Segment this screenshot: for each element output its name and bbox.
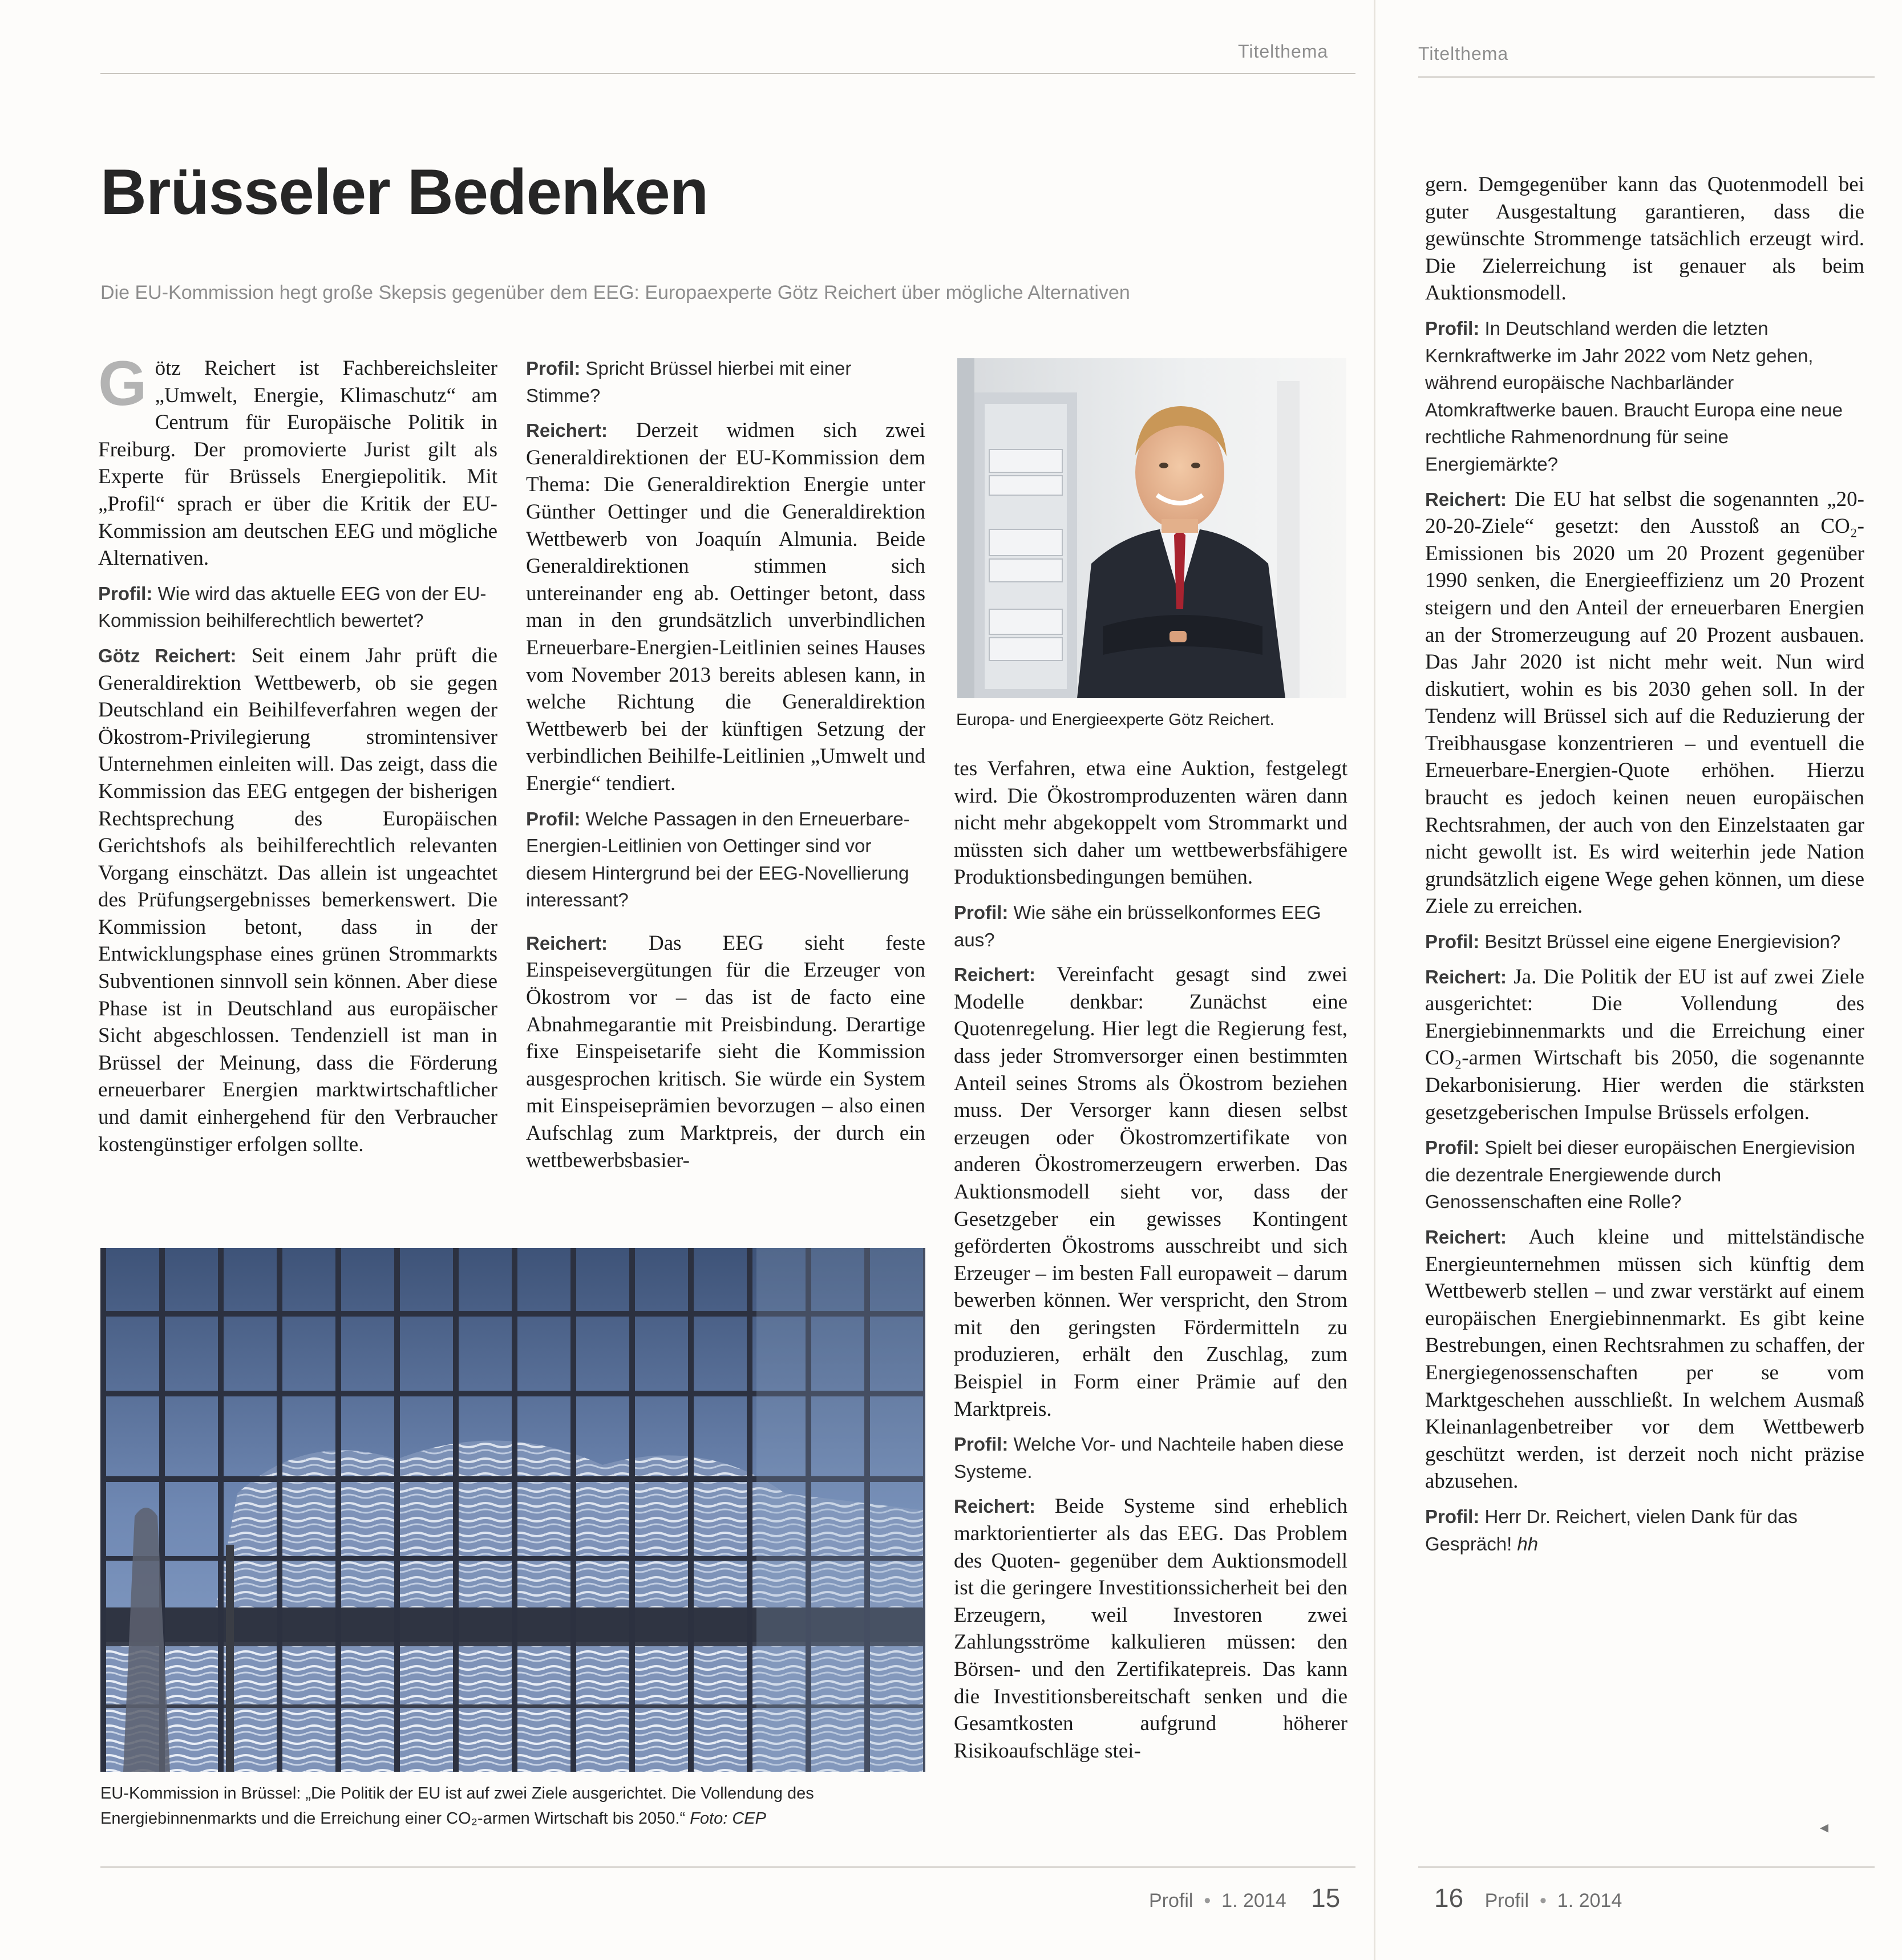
author-signature: hh (1517, 1533, 1539, 1554)
running-head-right: Titelthema (1418, 43, 1509, 64)
a1-text: Seit einem Jahr prüft die Generaldirektion Wettbewerb, ob sie gegen Deutschland ein Beihilfeverfahren wegen der Ökostrom-Privilegierung stromintensiver Unternehmen einleiten will. Das zeigt, dass die Kommission das EEG entgegen der bisherigen Rechtsprechung des Europäischen Gerichtshofs als beihilferechtlich relevanten Vorgang einschätzt. Das allein ist ungeachtet des Prüfungsergebnisses bemerkenswert. Die Kommission betont, dass in der Entwicklungsphase eines grünen Strommarkts Subventionen sinnvoll sein können. Aber diese Phase ist in Deutschland aus europäischer Sicht abgeschlossen. Tendenziell ist man in Brüssel der Meinung, dass die Förderung erneuerbarer Energien marktwirtschaftlicher und damit einhergehend für den Verbraucher kostengünstiger erfolgen sollte. (98, 643, 497, 1156)
building-caption (100, 1781, 928, 1831)
portrait-caption: Europa- und Energieexperte Götz Reichert. (956, 711, 1274, 729)
building-caption-text: EU-Kommission in Brüssel: „Die Politik der EU ist auf zwei Ziele ausgerichtet. Die Vollendung des Energiebinnenmarkts und die Erreichung einer CO₂-armen Wirtschaft bis 2050.“ (100, 1784, 814, 1828)
answer-1 (98, 642, 497, 1158)
folio-magazine-right: Profil (1484, 1890, 1529, 1912)
top-rule (100, 73, 1355, 74)
a6-text: Die EU hat selbst die sogenannten „20-20-20-Ziele“ gesetzt: den Ausstoß an CO₂-Emissionen bis 2020 um 20 Prozent gegenüber 1990 senken, die Energieeffizienz um 20 Prozent steigern und den Anteil der erneuerbaren Energien an der Stromerzeugung auf 20 Prozent ausbauen. Das Jahr 2020 ist nicht mehr weit. Nun wird diskutiert, wohin es bis 2030 gehen soll. In der Tendenz will Brüssel sich auf die Reduzierung der Treibhausgase konzentrieren – und eventuell die Erneuerbare-Energien-Quote erhöhen. Hierzu braucht es jedoch keinen neuen europäischen Rechtsrahmen, der auch von den Einzelstaaten gar nicht gewollt ist. Es wird weiterhin jede Nation grundsätzlich eigene Wege gehen können, um diese Ziele zu erreichen. (1425, 487, 1864, 918)
folio-dot-right: • (1534, 1890, 1552, 1912)
question-3 (526, 805, 925, 914)
a4-text: Vereinfacht gesagt sind zwei Modelle denkbar: Zunächst eine Quotenregelung. Hier legt die Regierung fest, dass jeder Stromversorger einen bestimmten Anteil seines Stroms als Ökostrom beziehen muss. Der Versorger kann diesen selbst erzeugen oder Ökostromzertifikate von anderen Ökostromerzeugern erwerben. Das Auktionsmodell sieht vor, dass der Gesetzgeber ein gewisses Kontingent geförderten Ökostroms ausschreibt und sich Erzeuger – im besten Fall europaweit – darum bewerben können. Wer verspricht, den Strom mit den geringsten Fördermitteln zu produzieren, erhält den Zuschlag, zum Beispiel in Form einer Prämie auf den Marktpreis. (954, 963, 1347, 1421)
portrait-image (957, 358, 1346, 698)
column-1 (98, 349, 497, 1166)
top-rule-right (1418, 76, 1875, 78)
q3-text: Welche Passagen in den Erneuerbare-Energien-Leitlinien von Oettinger sind vor diesem Hintergrund bei der EEG-Novellierung interessant? (526, 808, 910, 911)
folio-magazine: Profil (1149, 1890, 1193, 1912)
q7-text: Besitzt Brüssel eine eigene Energievision? (1479, 931, 1841, 953)
a2-label: Reichert: (526, 420, 608, 442)
intro-paragraph (98, 349, 497, 572)
portrait-photo (957, 358, 1346, 698)
folio-issue-right: 1. 2014 (1557, 1890, 1622, 1912)
intro-text: ötz Reichert ist Fachbereichsleiter „Umwelt, Energie, Klimaschutz“ am Centrum für Europäische Politik in Freiburg. Der promovierte Jurist gilt als Experte für Brüssels Energiepolitik. Mit „Profil“ sprach er über die Kritik der EU-Kommission am deutschen EEG und mögliche Alternativen. (98, 357, 497, 570)
a2-text: Derzeit widmen sich zwei Generaldirektionen der EU-Kommission dem Thema: Die Generaldirektion Energie unter Günther Oettinger und die Generaldirektion Wettbewerb von Joaquín Almunia. Beide Generaldirektionen stimmen sich untereinander eng ab. Oettinger betont, dass man in den grundsätzlich unverbindlichen Erneuerbare-Energien-Leitlinien seines Hauses vom November 2013 bereits ablesen kann, in welche Richtung die Generaldirektion Wettbewerb bei der künftigen Setzung der verbindlichen Beihilfe-Leitlinien „Umwelt und Energie“ tendiert. (526, 419, 925, 795)
answer-2 (526, 417, 925, 797)
folio-dot: • (1198, 1890, 1216, 1912)
a4-label: Reichert: (954, 964, 1036, 986)
q6-text: In Deutschland werden die letzten Kernkraftwerke im Jahr 2022 vom Netz gehen, während europäische Nachbarländer Atomkraftwerke bauen. Braucht Europa eine neue rechtliche Rahmenordnung für seine Energiemärkte? (1425, 317, 1843, 475)
page-16 (1375, 0, 1902, 1960)
q5-text: Welche Vor- und Nachteile haben diese Systeme. (954, 1433, 1344, 1482)
q9-label: Profil: (1425, 1505, 1480, 1527)
question-5 (954, 1431, 1347, 1485)
q2-text: Spricht Brüssel hierbei mit einer Stimme? (526, 358, 852, 406)
answer-7 (1425, 963, 1864, 1127)
photo-credit: Foto: CEP (690, 1809, 766, 1828)
question-2 (526, 355, 925, 409)
headline: Brüsseler Bedenken (100, 156, 709, 228)
q7-label: Profil: (1425, 931, 1480, 953)
q9-text: Herr Dr. Reichert, vielen Dank für das Gespräch! (1425, 1505, 1798, 1554)
answer-5-continued: gern. Demgegenüber kann das Quotenmodell bei guter Ausgestaltung garantieren, dass die gewünschte Strommenge tatsächlich erzeugt wird. Die Zielerreichung ist genauer als beim Auktionsmodell. (1425, 173, 1864, 305)
end-mark-icon: ◂ (1820, 1818, 1829, 1837)
a7-text: Ja. Die Politik der EU ist auf zwei Ziele ausgerichtet: Die Vollendung des Energiebinnenmarkts und die Erreichung einer CO₂-armen Wirtschaft bis 2050, die sogenannte Dekarbonisierung. Hier werden die stärksten gesetzgeberischen Impulse Brüssels erfolgen. (1425, 965, 1864, 1124)
a8-text: Auch kleine und mittelständische Energieunternehmen müssen sich künftig dem Wettbewerb stellen – und zwar verstärkt auf einem europäischen Energiebinnenmarkt. Es gibt keine Bestrebungen, einen Rechtsrahmen zu schaffen, der Energiegenossenschaften per se vom Marktgeschehen ausschließt. In welchem Ausmaß Kleinanlagenbetreiber vor dem Wettbewerb geschützt werden, ist derzeit noch nicht präzise abzusehen. (1425, 1225, 1864, 1493)
q5-label: Profil: (954, 1433, 1009, 1455)
building-image (100, 1248, 925, 1772)
column-4 (1425, 171, 1864, 1565)
a8-label: Reichert: (1425, 1226, 1507, 1248)
deck: Die EU-Kommission hegt große Skepsis gegenüber dem EEG: Europaexperte Götz Reichert über mögliche Alternativen (100, 282, 1130, 303)
a6-label: Reichert: (1425, 488, 1507, 510)
answer-5 (954, 1493, 1347, 1764)
q6-label: Profil: (1425, 317, 1480, 339)
column-2 (526, 355, 925, 1182)
question-9 (1425, 1503, 1864, 1557)
a1-label: Götz Reichert: (98, 645, 237, 666)
q8-label: Profil: (1425, 1137, 1480, 1159)
folio-page-number-right: 16 (1434, 1883, 1464, 1913)
a7-label: Reichert: (1425, 966, 1507, 987)
q1-label: Profil: (98, 582, 153, 604)
answer-3 (526, 930, 925, 1174)
answer-6 (1425, 486, 1864, 921)
q8-text: Spielt bei dieser europäischen Energievision die dezentrale Energiewende durch Genossenschaften eine Rolle? (1425, 1137, 1855, 1213)
question-4 (954, 899, 1347, 953)
q4-text: Wie sähe ein brüsselkonformes EEG aus? (954, 901, 1321, 950)
folio-15 (1149, 1882, 1340, 1913)
column-3 (954, 755, 1347, 1772)
bottom-rule-right (1418, 1866, 1875, 1868)
folio-16 (1434, 1882, 1622, 1913)
a3-text: Das EEG sieht feste Einspeisevergütungen für die Erzeuger von Ökostrom vor – das ist de facto eine Abnahmegarantie mit Preisbindung. Derartige fixe Einspeisetarife sieht die Kommission ausgesprochen kritisch. Sie würde ein System mit Einspeiseprämien bevorzugen – also einen Aufschlag zum Marktpreis, der durch ein wettbewerbsbasier- (526, 931, 925, 1172)
question-7 (1425, 928, 1864, 955)
running-head-left: Titelthema (1238, 41, 1329, 62)
question-1 (98, 580, 497, 634)
folio-issue: 1. 2014 (1221, 1890, 1286, 1912)
q4-label: Profil: (954, 901, 1009, 923)
a5-text: Beide Systeme sind erheblich marktorientierter als das EEG. Das Problem des Quoten- gegenüber dem Auktionsmodell ist die geringere Investitionssicherheit bei den Erzeugern, weil Investoren zwei Zahlungsströme kalkulieren müssen: den Börsen- und den Zertifikatepreis. Das kann die Investitionsbereitschaft senken und die Gesamtkosten aufgrund höherer Risikoaufschläge stei- (954, 1495, 1347, 1763)
dropcap: G (98, 349, 147, 419)
q1-text: Wie wird das aktuelle EEG von der EU-Kommission beihilferechtlich bewertet? (98, 582, 487, 631)
a5-label: Reichert: (954, 1496, 1036, 1517)
answer-4 (954, 961, 1347, 1423)
a3-label: Reichert: (526, 932, 608, 954)
answer-8 (1425, 1224, 1864, 1495)
q2-label: Profil: (526, 358, 581, 379)
folio-page-number: 15 (1311, 1883, 1341, 1913)
answer-3-continued: tes Verfahren, etwa eine Auktion, festgelegt wird. Die Ökostromproduzenten wären dann nicht mehr abgekoppelt vom Strommarkt und müssten sich daher um wettbewerbsfähigere Produktionsbedingungen bemühen. (954, 757, 1347, 889)
bottom-rule (100, 1866, 1355, 1868)
question-8 (1425, 1134, 1864, 1216)
building-photo (100, 1248, 925, 1772)
question-6 (1425, 315, 1864, 478)
q3-label: Profil: (526, 808, 581, 829)
